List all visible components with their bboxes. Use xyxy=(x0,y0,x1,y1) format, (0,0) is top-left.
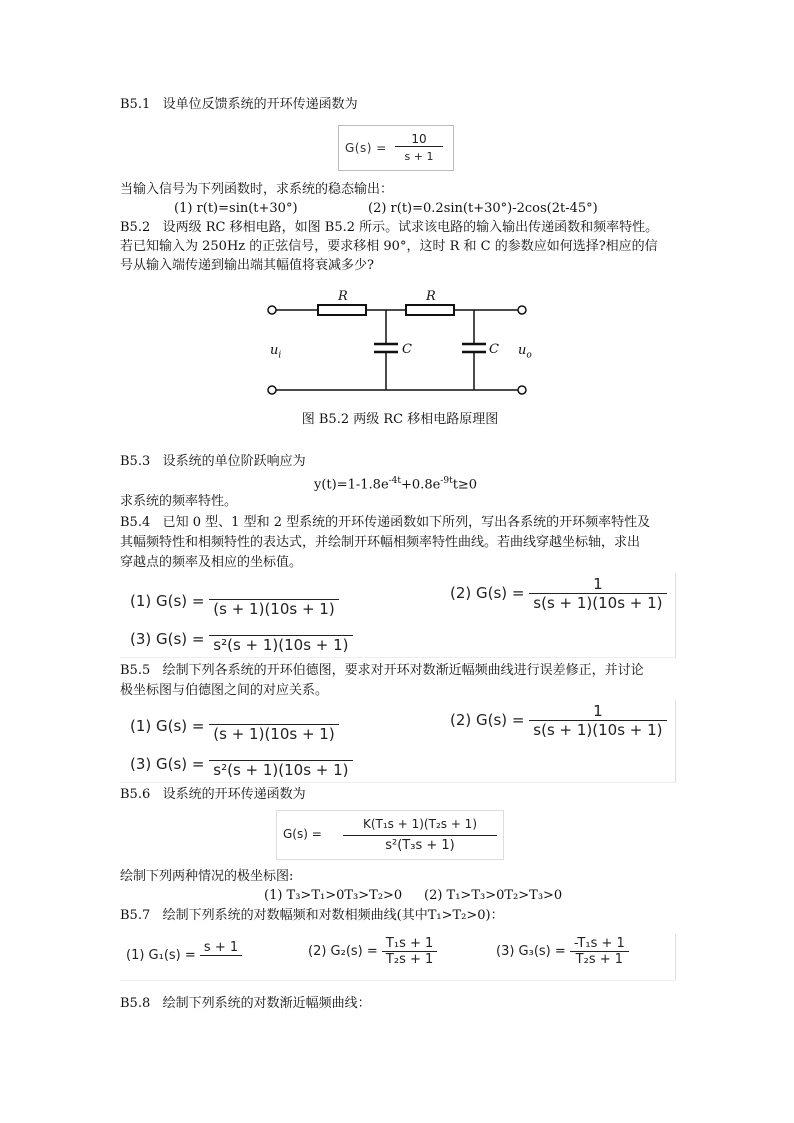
problem-b5-8-heading: B5.8 绘制下列系统的对数渐近幅频曲线： xyxy=(120,996,371,1011)
problem-b5-2-line3: 号从输入端传递到输出端其幅值将衰减多少? xyxy=(120,258,374,273)
case-1: (1) r(t)=sin(t+30°) xyxy=(174,201,298,216)
problem-label: B5.2 xyxy=(120,220,151,235)
case-1: (1) T₃>T₁>0T₃>T₂>0 xyxy=(264,888,403,903)
problem-b5-5-line1: B5.5 绘制下列各系统的开环伯德图，要求对开环对数渐近幅频曲线进行误差修正，并讨论 xyxy=(120,663,644,678)
output-voltage-label: $u_o$ xyxy=(518,343,532,361)
problem-b5-5-line2: 极坐标图与伯德图之间的对应关系。 xyxy=(120,683,329,698)
case-2: (2) T₁>T₃>0T₂>T₃>0 xyxy=(424,888,563,903)
problem-b5-4-line3: 穿越点的频率及相应的坐标值。 xyxy=(120,555,303,570)
capacitor-2-label: C xyxy=(489,342,499,357)
formula-b5-6: G(s) = K(T₁s + 1)(T₂s + 1) s²(T₃s + 1) xyxy=(276,810,504,860)
resistor-2 xyxy=(406,305,454,315)
formula-block-b5-4 xyxy=(120,573,676,658)
problem-b5-1-after: 当输入信号为下列函数时，求系统的稳态输出： xyxy=(120,182,394,197)
eq-1: (1) G(s) = (s + 1)(10s + 1) xyxy=(130,585,339,618)
problem-label: B5.1 xyxy=(120,97,151,112)
problem-b5-3-heading: B5.3 设系统的单位阶跃响应为 xyxy=(120,454,306,469)
problem-label: B5.4 xyxy=(120,515,151,530)
problem-b5-6-after: 绘制下列两种情况的极坐标图: xyxy=(120,869,294,884)
input-voltage-label: $u_i$ xyxy=(270,343,282,361)
formula-b5-1: G(s) = 10 s + 1 xyxy=(338,125,454,171)
resistor-1-label: R xyxy=(338,289,348,304)
output-terminal-bottom xyxy=(518,386,526,394)
problem-b5-2-line1: B5.2 设两级 RC 移相电路，如图 B5.2 所示。试求该电路的输入输出传递函数和频率特性。 xyxy=(120,220,659,235)
problem-label: B5.5 xyxy=(120,663,151,678)
eq-2: (2) G(s) = $\frac{1}{s(s + 1)(10s + 1)}$ xyxy=(450,702,667,739)
problem-b5-2-line2: 若已知输入为 250Hz 的正弦信号，要求移相 90°，这时 R 和 C 的参数应如何选择?相应的信 xyxy=(120,239,658,254)
problem-b5-6-heading: B5.6 设系统的开环传递函数为 xyxy=(120,787,306,802)
problem-label: B5.8 xyxy=(120,996,151,1011)
formula-block-b5-5 xyxy=(120,700,676,783)
problem-b5-4-line2: 其幅频特性和相频特性的表达式，并绘制开环幅相频率特性曲线。若曲线穿越坐标轴，求出 xyxy=(120,535,641,550)
problem-label: B5.3 xyxy=(120,454,151,469)
eq-3: (3) G(s) = s²(s + 1)(10s + 1) xyxy=(130,625,353,654)
problem-label: B5.7 xyxy=(120,908,151,923)
eq-3: (3) G(s) = s²(s + 1)(10s + 1) xyxy=(130,750,353,779)
problem-text: 设单位反馈系统的开环传递函数为 xyxy=(162,97,358,112)
output-terminal-top xyxy=(518,306,526,314)
input-terminal-bottom xyxy=(268,386,276,394)
resistor-2-label: R xyxy=(426,289,436,304)
problem-b5-7-heading: B5.7 绘制下列系统的对数幅频和对数相频曲线(其中T₁>T₂>0)： xyxy=(120,908,504,923)
problem-b5-1-heading xyxy=(120,96,680,114)
eq-2: (2) G(s) = $\frac{1}{s(s + 1)(10s + 1)}$ xyxy=(450,575,667,612)
input-terminal-top xyxy=(268,306,276,314)
formula-block-b5-7 xyxy=(120,934,676,981)
capacitor-1-label: C xyxy=(402,342,412,357)
eq-2: (2) G₂(s) = $\frac{\text{T₁s + 1}}{\text{T₂s + 1}}$ xyxy=(308,936,437,967)
problem-b5-3-after: 求系统的频率特性。 xyxy=(120,494,238,509)
problem-label: B5.6 xyxy=(120,787,151,802)
eq-3: (3) G₃(s) = $\frac{\text{-T₁s + 1}}{\text{T₂s + 1}}$ xyxy=(496,936,629,967)
figure-caption: 图 B5.2 两级 RC 移相电路原理图 xyxy=(301,412,499,427)
formula-b5-3: $y(t)=1-1.8e^{-4t}+0.8e^{-9t}t\ge 0$ xyxy=(314,476,478,493)
case-2: (2) r(t)=0.2sin(t+30°)-2cos(2t-45°) xyxy=(368,201,598,216)
resistor-1 xyxy=(318,305,366,315)
eq-1: (1) G₁(s) = s + 1 xyxy=(126,940,242,971)
problem-b5-4-line1: B5.4 已知 0 型、1 型和 2 型系统的开环传递函数如下所列，写出各系统的开环频率特性及 xyxy=(120,515,651,530)
eq-1: (1) G(s) = (s + 1)(10s + 1) xyxy=(130,710,339,743)
